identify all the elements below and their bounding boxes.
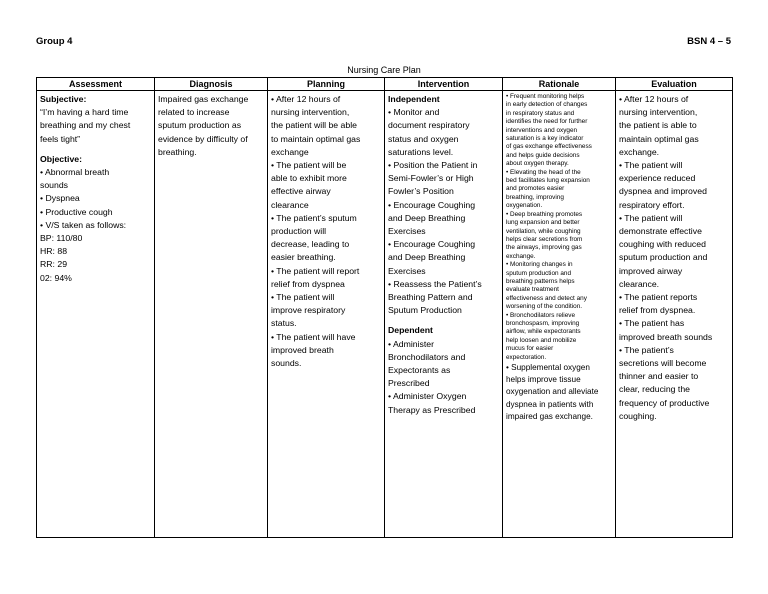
text-line: in early detection of changes bbox=[506, 101, 588, 109]
text-line: improved airway bbox=[619, 265, 683, 276]
text-line: breathing and my chest bbox=[40, 120, 131, 131]
text-line: • Reassess the Patient’s bbox=[388, 278, 482, 289]
text-line: RR: 29 bbox=[40, 259, 68, 270]
text-line: • The patient’s bbox=[619, 344, 674, 355]
text-line: of gas exchange effectiveness bbox=[506, 143, 592, 151]
text-line: “I’m having a hard time bbox=[40, 107, 129, 118]
text-line: improve respiratory bbox=[271, 305, 346, 316]
text-line: breathing. bbox=[158, 146, 197, 157]
independent-label: Independent bbox=[388, 94, 440, 104]
text-line: helps improve tissue bbox=[506, 375, 581, 385]
text-line: HR: 88 bbox=[40, 246, 68, 257]
text-line: maintain optimal gas bbox=[619, 133, 699, 144]
text-line: Expectorants as bbox=[388, 365, 451, 376]
rationale-cell bbox=[503, 91, 616, 538]
text-line: and Deep Breathing bbox=[388, 252, 466, 263]
text-line: • The patient has bbox=[619, 318, 685, 329]
text-line: worsening of the condition. bbox=[506, 303, 583, 311]
text-line: • Administer bbox=[388, 338, 435, 349]
text-line: secretions will become bbox=[619, 358, 707, 369]
independent-list bbox=[388, 106, 499, 317]
text-line: and helps guide decisions bbox=[506, 151, 580, 159]
text-line: exchange. bbox=[506, 252, 536, 260]
text-line: • Bronchodilators relieve bbox=[506, 311, 576, 319]
text-line: • The patient will report bbox=[271, 265, 360, 276]
text-line: and Deep Breathing bbox=[388, 212, 466, 223]
text-line: easier breathing. bbox=[271, 252, 336, 263]
text-line: • After 12 hours of bbox=[619, 94, 689, 104]
text-line: 02: 94% bbox=[40, 272, 72, 283]
subjective-label: Subjective: bbox=[40, 94, 87, 104]
text-line: oxygenation. bbox=[506, 202, 543, 210]
text-line: decrease, leading to bbox=[271, 239, 350, 250]
text-line: • The patient reports bbox=[619, 292, 698, 303]
text-line: saturation is a key indicator bbox=[506, 135, 584, 143]
text-line: • Supplemental oxygen bbox=[506, 363, 590, 372]
text-line: bed facilitates lung expansion bbox=[506, 177, 590, 185]
rationale-oxygen-text bbox=[506, 362, 612, 423]
text-line: • Abnormal breath bbox=[40, 167, 110, 178]
text-line: clearance. bbox=[619, 278, 660, 289]
text-line: nursing intervention, bbox=[619, 107, 698, 118]
text-line: sputum production and bbox=[619, 252, 708, 263]
text-line: • Administer Oxygen bbox=[388, 391, 467, 402]
text-line: sputum production and bbox=[506, 269, 572, 277]
text-line: Sputum Production bbox=[388, 305, 462, 316]
text-line: clear, reducing the bbox=[619, 384, 690, 395]
intervention-cell bbox=[385, 91, 503, 538]
text-line: to maintain optimal gas bbox=[271, 133, 361, 144]
column-header-intervention: Intervention bbox=[385, 78, 503, 91]
group-label: Group 4 bbox=[36, 36, 73, 47]
text-line: • Position the Patient in bbox=[388, 160, 478, 171]
text-line: lung expansion and better bbox=[506, 219, 580, 227]
text-line: Impaired gas exchange bbox=[158, 94, 249, 104]
text-line: • The patient will bbox=[271, 292, 335, 303]
text-line: Prescribed bbox=[388, 378, 430, 389]
dependent-label: Dependent bbox=[388, 325, 433, 336]
text-line: related to increase bbox=[158, 107, 230, 118]
text-line: • The patient will bbox=[619, 212, 683, 223]
text-line: exchange. bbox=[619, 146, 660, 157]
text-line: • Encourage Coughing bbox=[388, 239, 476, 250]
text-line: impaired gas exchange. bbox=[506, 411, 593, 421]
text-line: document respiratory bbox=[388, 120, 470, 131]
text-line: status. bbox=[271, 318, 297, 329]
text-line: relief from dyspnea. bbox=[619, 305, 696, 316]
planning-cell bbox=[268, 91, 385, 538]
text-line: respiratory effort. bbox=[619, 199, 685, 210]
text-line: identifies the need for further bbox=[506, 118, 588, 126]
text-line: experience reduced bbox=[619, 173, 696, 184]
text-line: mucus for easier bbox=[506, 345, 554, 353]
text-line: Exercises bbox=[388, 226, 426, 237]
header-row bbox=[37, 78, 733, 91]
text-line: • Monitoring changes in bbox=[506, 261, 573, 269]
text-line: clearance bbox=[271, 199, 309, 210]
column-header-rationale: Rationale bbox=[503, 78, 616, 91]
text-line: • Monitor and bbox=[388, 107, 440, 118]
column-header-assessment: Assessment bbox=[37, 78, 155, 91]
text-line: thinner and easier to bbox=[619, 371, 699, 382]
text-line: saturations level. bbox=[388, 146, 454, 157]
text-line: • After 12 hours of bbox=[271, 94, 341, 104]
text-line: BP: 110/80 bbox=[40, 233, 83, 244]
text-line: Therapy as Prescribed bbox=[388, 404, 476, 415]
diagnosis-text bbox=[158, 93, 264, 159]
subjective-text bbox=[40, 106, 151, 146]
text-line: Semi-Fowler’s or High bbox=[388, 173, 474, 184]
text-line: dyspnea in patients with bbox=[506, 399, 594, 409]
text-line: demonstrate effective bbox=[619, 226, 702, 237]
text-line: status and oxygen bbox=[388, 133, 459, 144]
text-line: interventions and oxygen bbox=[506, 126, 578, 134]
text-line: • The patient’s sputum bbox=[271, 212, 357, 223]
text-line: helps clear secretions from bbox=[506, 235, 583, 243]
text-line: • V/S taken as follows: bbox=[40, 219, 127, 230]
dependent-list bbox=[388, 338, 499, 417]
text-line: about oxygen therapy. bbox=[506, 160, 569, 168]
text-line: • The patient will bbox=[619, 160, 683, 171]
text-line: • The patient will have bbox=[271, 331, 356, 342]
text-line: improved breath sounds bbox=[619, 331, 713, 342]
document-title: Nursing Care Plan bbox=[347, 65, 421, 75]
section-label: BSN 4 – 5 bbox=[687, 36, 731, 47]
text-line: • Encourage Coughing bbox=[388, 199, 476, 210]
rationale-list bbox=[506, 93, 612, 362]
text-line: oxygenation and alleviate bbox=[506, 387, 599, 397]
text-line: • Deep breathing promotes bbox=[506, 210, 583, 218]
text-line: effectiveness and detect any bbox=[506, 294, 587, 302]
text-line: evidence by difficulty of bbox=[158, 133, 248, 144]
text-line: sputum production as bbox=[158, 120, 242, 131]
text-line: Fowler’s Position bbox=[388, 186, 454, 197]
text-line: in respiratory status and bbox=[506, 109, 575, 117]
text-line: coughing. bbox=[619, 410, 657, 421]
text-line: Bronchodilators and bbox=[388, 351, 466, 362]
text-line: bronchospasm, improving bbox=[506, 319, 580, 327]
content-row bbox=[37, 91, 733, 538]
text-line: Exercises bbox=[388, 265, 426, 276]
text-line: exchange bbox=[271, 146, 309, 157]
text-line: ventilation, while coughing bbox=[506, 227, 581, 235]
text-line: Breathing Pattern and bbox=[388, 292, 473, 303]
column-header-evaluation: Evaluation bbox=[616, 78, 733, 91]
assessment-cell bbox=[37, 91, 155, 538]
text-line: expectoration. bbox=[506, 353, 547, 361]
text-line: help loosen and mobilize bbox=[506, 336, 577, 344]
text-line: • The patient will be bbox=[271, 160, 347, 171]
objective-list bbox=[40, 166, 151, 285]
text-line: breathing, improving bbox=[506, 193, 564, 201]
text-line: • Frequent monitoring helps bbox=[506, 93, 585, 100]
text-line: production will bbox=[271, 226, 327, 237]
column-header-planning: Planning bbox=[268, 78, 385, 91]
text-line: sounds bbox=[40, 180, 69, 191]
text-line: improved breath bbox=[271, 344, 334, 355]
text-line: the patient will be able bbox=[271, 120, 357, 131]
text-line: • Productive cough bbox=[40, 206, 113, 217]
evaluation-list bbox=[619, 93, 729, 423]
text-line: evaluate treatment bbox=[506, 286, 559, 294]
text-line: breathing patterns helps bbox=[506, 277, 575, 285]
text-line: the airways, improving gas bbox=[506, 244, 582, 252]
text-line: • Dyspnea bbox=[40, 193, 80, 204]
text-line: feels tight” bbox=[40, 133, 81, 144]
objective-label: Objective: bbox=[40, 153, 83, 164]
text-line: able to exhibit more bbox=[271, 173, 347, 184]
text-line: sounds. bbox=[271, 358, 302, 369]
care-plan-table bbox=[36, 77, 733, 538]
text-line: effective airway bbox=[271, 186, 331, 197]
text-line: and promotes easier bbox=[506, 185, 565, 193]
text-line: nursing intervention, bbox=[271, 107, 350, 118]
text-line: the patient is able to bbox=[619, 120, 697, 131]
text-line: frequency of productive bbox=[619, 397, 710, 408]
evaluation-cell bbox=[616, 91, 733, 538]
text-line: • Elevating the head of the bbox=[506, 168, 581, 176]
text-line: coughing with reduced bbox=[619, 239, 706, 250]
diagnosis-cell bbox=[155, 91, 268, 538]
text-line: airflow, while expectorants bbox=[506, 328, 581, 336]
text-line: relief from dyspnea bbox=[271, 278, 345, 289]
planning-list bbox=[271, 93, 381, 370]
text-line: dyspnea and improved bbox=[619, 186, 707, 197]
column-header-diagnosis: Diagnosis bbox=[155, 78, 268, 91]
